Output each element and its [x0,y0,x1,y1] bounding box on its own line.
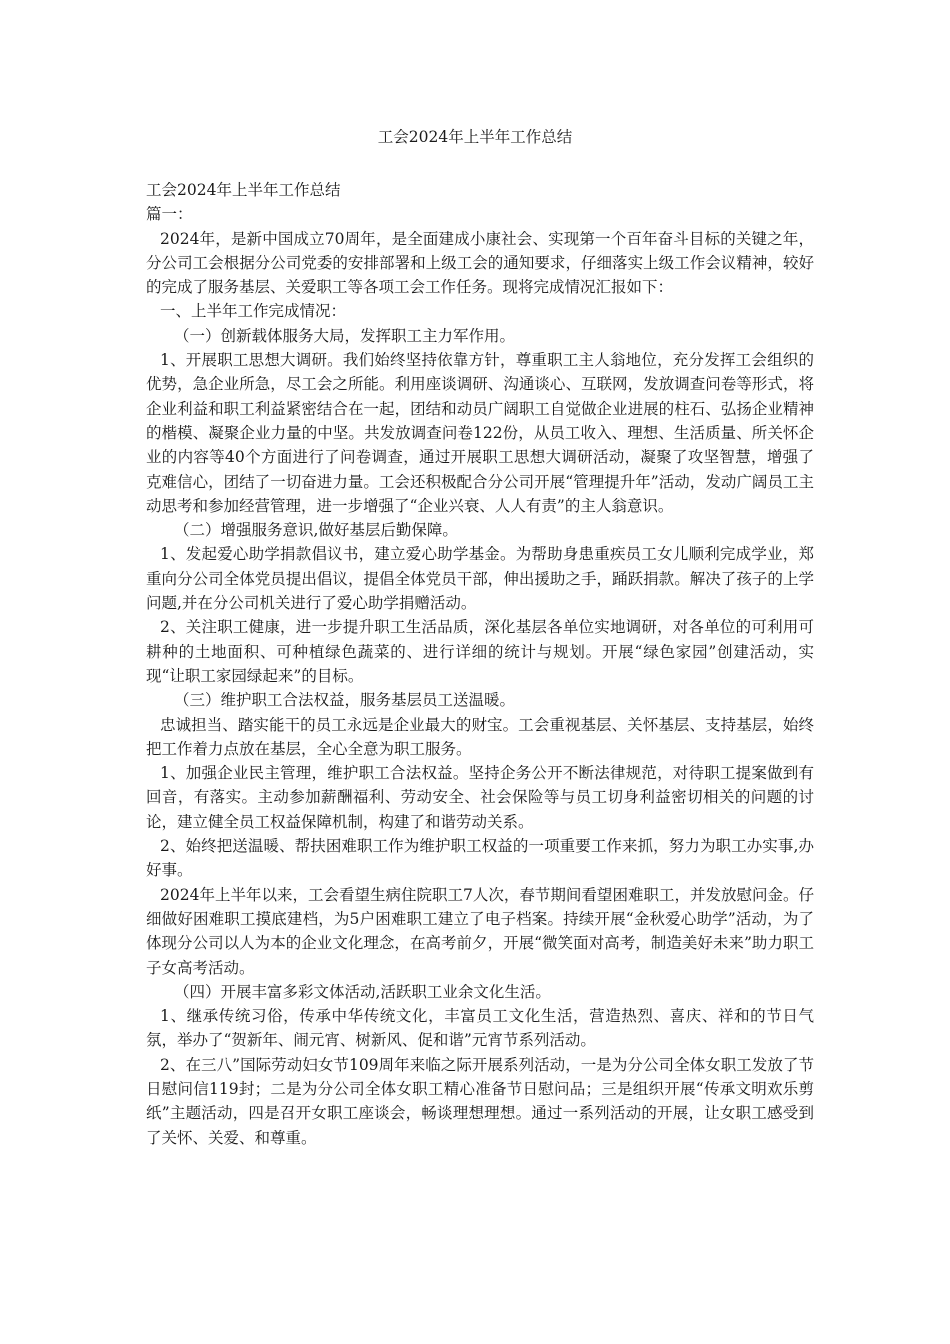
document-body [146,178,814,1150]
paragraph: 工会2024年上半年工作总结 [146,181,341,199]
paragraph: 1、继承传统习俗，传承中华传统文化，丰富员工文化生活，营造热烈、喜庆、祥和的节日气氛，举办了“贺新年、闹元宵、树新风、促和谐”元宵节系列活动。 [146,1007,814,1050]
paragraph: 1、发起爱心助学捐款倡议书，建立爱心助学基金。为帮助身患重疾员工女儿顺利完成学业，郑重向分公司全体党员提出倡议，提倡全体党员干部，伸出援助之手，踊跃捐款。解决了孩子的上学问题,并在分公司机关进行了爱心助学捐赠活动。 [146,545,814,613]
paragraph: 1、开展职工思想大调研。我们始终坚持依靠方针，尊重职工主人翁地位，充分发挥工会组织的优势，急企业所急，尽工会之所能。利用座谈调研、沟通谈心、互联网，发放调查问卷等形式，将企业利益和职工利益紧密结合在一起，团结和动员广阔职工自觉做企业进展的柱石、弘扬企业精神的楷模、凝聚企业力量的中坚。共发放调查问卷122份，从员工收入、理想、生活质量、所关怀企业的内容等40个方面进行了问卷调查，通过开展职工思想大调研活动，凝聚了攻坚智慧，增强了克难信心，团结了一切奋进力量。工会还积极配合分公司开展“管理提升年”活动，发动广阔员工主动思考和参加经营管理，进一步增强了“企业兴衰、人人有责”的主人翁意识。 [146,351,814,515]
paragraph: 2024年上半年以来，工会看望生病住院职工7人次，春节期间看望困难职工，并发放慰问金。仔细做好困难职工摸底建档，为5户困难职工建立了电子档案。持续开展“金秋爱心助学”活动，为了体现分公司以人为本的企业文化理念，在高考前夕，开展“微笑面对高考，制造美好未来”助力职工子女高考活动。 [146,885,814,977]
subsection-heading: （四）开展丰富多彩文体活动,活跃职工业余文化生活。 [174,982,551,1001]
document-title: 工会2024年上半年工作总结 [377,128,573,146]
subsection-heading: （二）增强服务意识,做好基层后勤保障。 [174,521,458,540]
paragraph: 忠诚担当、踏实能干的员工永远是企业最大的财宝。工会重视基层、关怀基层、支持基层，始终把工作着力点放在基层，全心全意为职工服务。 [146,715,814,758]
paragraph: 2、始终把送温暖、帮扶困难职工作为维护职工权益的一项重要工作来抓，努力为职工办实事,办好事。 [146,837,814,880]
subsection-heading: （一）创新载体服务大局，发挥职工主力军作用。 [174,326,516,345]
paragraph: 2、关注职工健康，进一步提升职工生活品质，深化基层各单位实地调研，对各单位的可利用可耕种的土地面积、可种植绿色蔬菜的、进行详细的统计与规划。开展“绿色家园”创建活动，实现“让职工家园绿起来”的目标。 [146,618,814,685]
paragraph: 1、加强企业民主管理，维护职工合法权益。坚持企务公开不断法律规范，对待职工提案做到有回音，有落实。主动参加薪酬福利、劳动安全、社会保险等与员工切身利益密切相关的问题的讨论，建立健全员工权益保障机制，构建了和谐劳动关系。 [146,764,814,831]
section-heading: 一、上半年工作完成情况： [160,302,347,321]
paragraph: 篇一： [146,205,193,224]
paragraph: 2024年，是新中国成立70周年，是全面建成小康社会、实现第一个百年奋斗目标的关键之年，分公司工会根据分公司党委的安排部署和上级工会的通知要求，仔细落实上级工作会议精神，较好的完成了服务基层、关爱职工等各项工会工作任务。现将完成情况汇报如下： [146,229,814,297]
subsection-heading: （三）维护职工合法权益，服务基层员工送温暖。 [174,691,516,710]
paragraph: 2、在三八”国际劳动妇女节109周年来临之际开展系列活动，一是为分公司全体女职工发放了节日慰问信119封；二是为分公司全体女职工精心准备节日慰问品；三是组织开展“传承文明欢乐剪纸”主题活动，四是召开女职工座谈会，畅谈理想理想。通过一系列活动的开展，让女职工感受到了关怀、关爱、和尊重。 [146,1055,814,1147]
